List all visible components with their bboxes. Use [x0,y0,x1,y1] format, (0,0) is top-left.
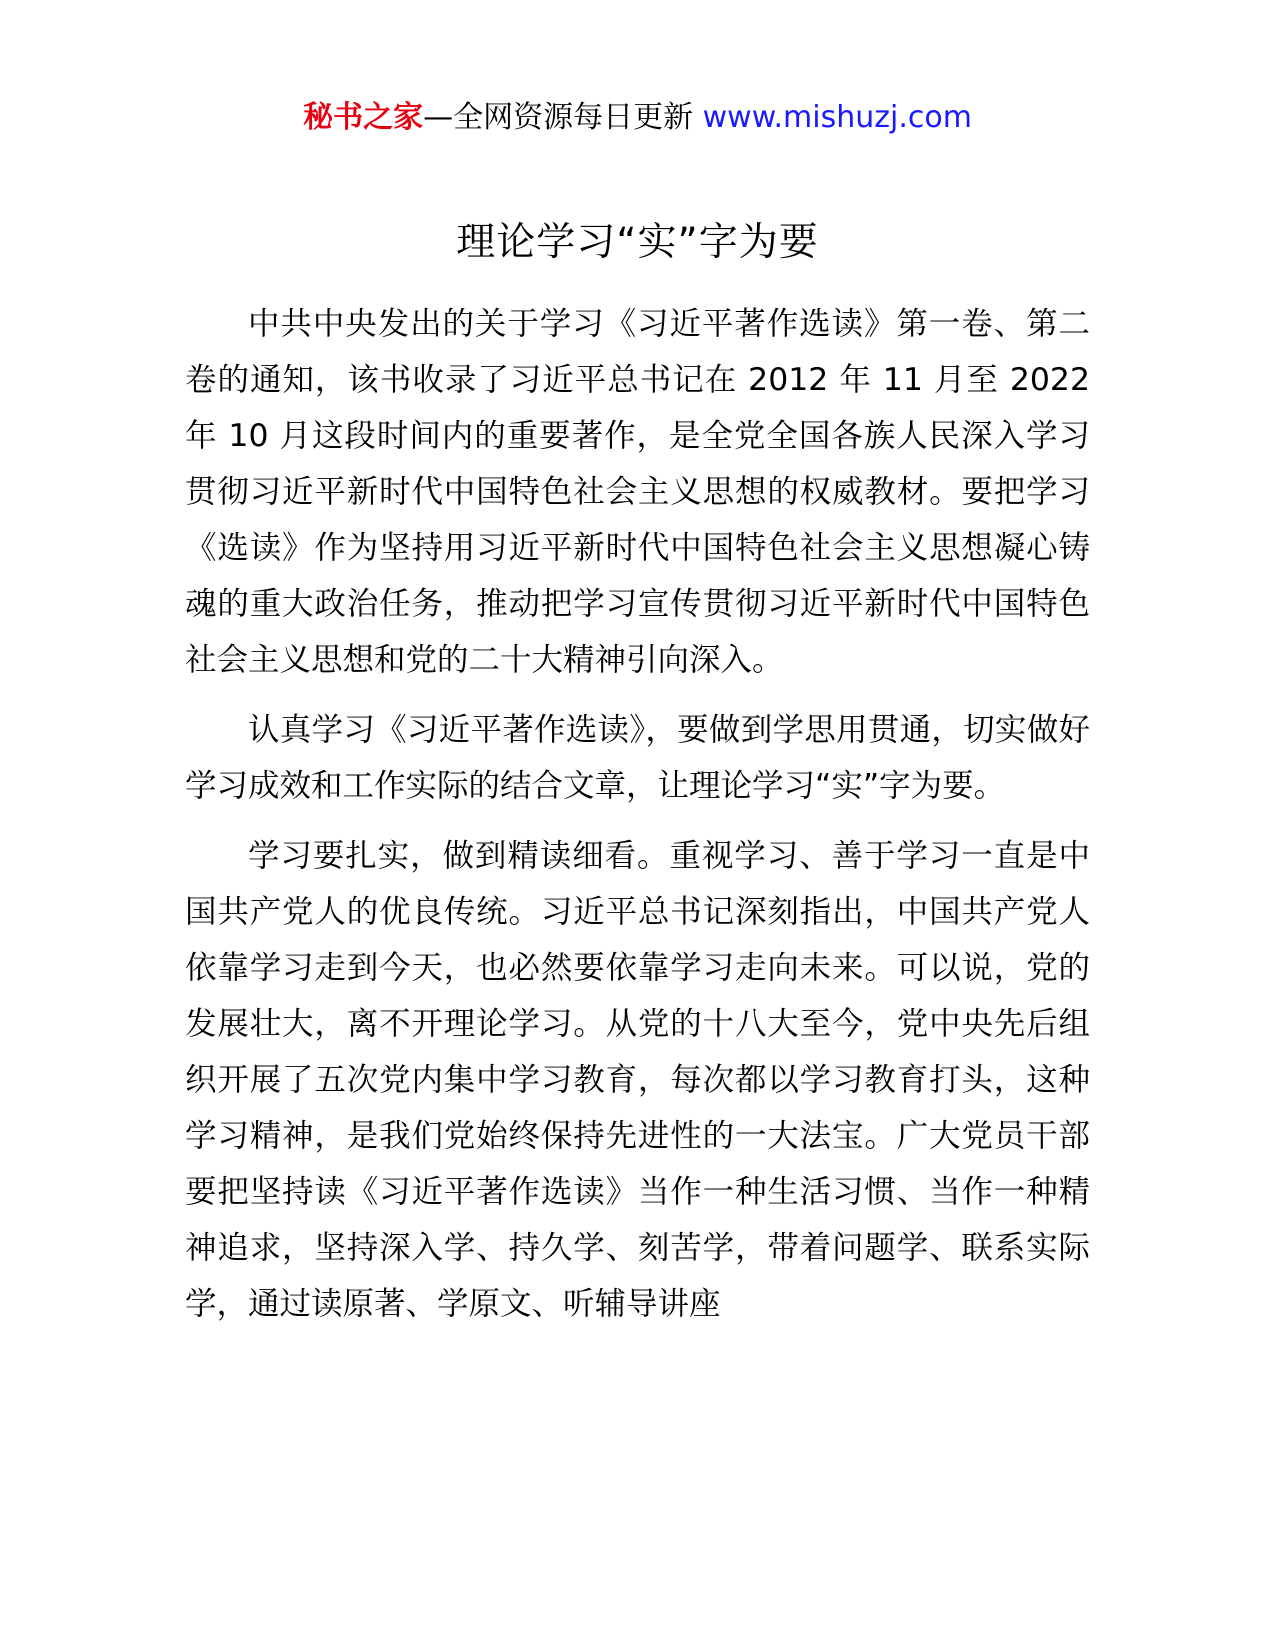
brand-name: 秘书之家 [303,100,424,135]
header-tagline: —全网资源每日更新 [423,100,703,135]
document-body [185,296,1090,1346]
paragraph-1: 中共中央发出的关于学习《习近平著作选读》第一卷、第二卷的通知，该书收录了习近平总书记在 2012 年 11 月至 2022 年 10 月这段时间内的重要著作，是全党全国各族人民深入学习贯彻习近平新时代中国特色社会主义思想的权威教材。要把学习《选读》作为坚持用习近平新时代中国特色社会主义思想凝心铸魂的重大政治任务，推动把学习宣传贯彻习近平新时代中国特色社会主义思想和党的二十大精神引向深入。 [185,306,1090,678]
paragraph-2: 认真学习《习近平著作选读》，要做到学思用贯通，切实做好学习成效和工作实际的结合文章，让理论学习“实”字为要。 [185,712,1090,804]
paragraph-3: 学习要扎实，做到精读细看。重视学习、善于学习一直是中国共产党人的优良传统。习近平总书记深刻指出，中国共产党人依靠学习走到今天，也必然要依靠学习走向未来。可以说，党的发展壮大，离不开理论学习。从党的十八大至今，党中央先后组织开展了五次党内集中学习教育，每次都以学习教育打头，这种学习精神，是我们党始终保持先进性的一大法宝。广大党员干部要把坚持读《习近平著作选读》当作一种生活习惯、当作一种精神追求，坚持深入学、持久学、刻苦学，带着问题学、联系实际学，通过读原著、学原文、听辅导讲座 [185,838,1090,1322]
site-header [0,98,1275,138]
document-title: 理论学习“实”字为要 [456,220,819,265]
site-url-link[interactable]: www.mishuzj.com [702,100,972,135]
